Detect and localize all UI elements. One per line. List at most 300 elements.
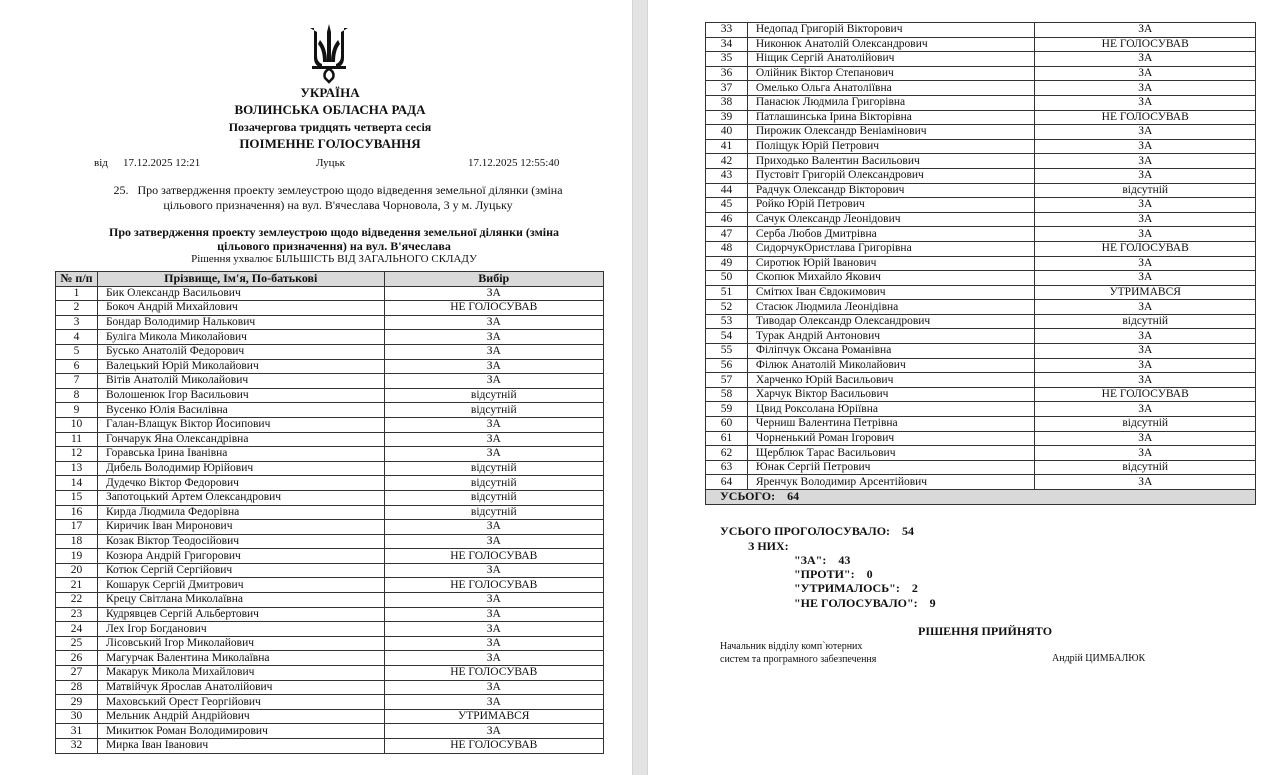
decision-result: РІШЕННЯ ПРИЙНЯТО — [918, 624, 1053, 638]
row-number: 54 — [706, 329, 748, 344]
row-number: 56 — [706, 358, 748, 373]
row-number: 42 — [706, 154, 748, 169]
za-label: "ЗА": — [794, 553, 827, 567]
summary-abstained — [794, 581, 918, 596]
summary-za — [794, 553, 850, 568]
table-row — [56, 330, 604, 345]
table-row — [706, 314, 1256, 329]
table-row — [706, 417, 1256, 432]
table-row — [706, 198, 1256, 213]
table-row — [706, 37, 1256, 52]
table-row — [706, 81, 1256, 96]
row-number: 61 — [706, 431, 748, 446]
row-number: 4 — [56, 330, 98, 345]
row-number: 20 — [56, 563, 98, 578]
vote-choice: ЗА — [384, 315, 603, 330]
row-number: 39 — [706, 110, 748, 125]
member-name: Кудрявцев Сергій Альбертович — [97, 607, 384, 622]
member-name: СидорчукОристлава Григорівна — [747, 241, 1035, 256]
table-row — [706, 358, 1256, 373]
member-name: Маховський Орест Георгійович — [97, 695, 384, 710]
table-row — [56, 622, 604, 637]
votes-table-part-2 — [705, 22, 1256, 505]
table-row — [706, 300, 1256, 315]
row-number: 34 — [706, 37, 748, 52]
vote-choice: ЗА — [384, 695, 603, 710]
council-heading: ВОЛИНСЬКА ОБЛАСНА РАДА — [234, 102, 426, 117]
member-name: Дибель Володимир Юрійович — [97, 461, 384, 476]
not-voted-value: 9 — [929, 596, 936, 610]
table-row — [706, 344, 1256, 359]
table-row — [706, 23, 1256, 38]
row-number: 60 — [706, 417, 748, 432]
row-number: 5 — [56, 344, 98, 359]
table-row — [56, 680, 604, 695]
table-row — [56, 461, 604, 476]
vote-choice: ЗА — [384, 622, 603, 637]
vote-choice: ЗА — [1035, 300, 1256, 315]
table-row — [706, 139, 1256, 154]
header-vote: Вибір — [384, 272, 603, 287]
row-number: 57 — [706, 373, 748, 388]
vote-choice: ЗА — [384, 447, 603, 462]
vote-choice: ЗА — [1035, 329, 1256, 344]
document-page-2 — [648, 0, 1280, 775]
row-number: 22 — [56, 593, 98, 608]
session-heading: Позачергова тридцять четверта сесія — [228, 120, 432, 134]
table-row — [56, 739, 604, 754]
vote-choice: НЕ ГОЛОСУВАВ — [384, 549, 603, 564]
member-name: Никонюк Анатолій Олександрович — [747, 37, 1035, 52]
member-name: Лісовський Ігор Миколайович — [97, 636, 384, 651]
member-name: Харченко Юрій Васильович — [747, 373, 1035, 388]
row-number: 26 — [56, 651, 98, 666]
member-name: Філіпчук Оксана Романівна — [747, 344, 1035, 359]
vote-choice: ЗА — [384, 680, 603, 695]
vote-choice: ЗА — [384, 520, 603, 535]
vote-choice: відсутній — [384, 388, 603, 403]
member-name: Горавська Ірина Іванівна — [97, 447, 384, 462]
city: Луцьк — [316, 157, 345, 169]
vote-choice: ЗА — [384, 563, 603, 578]
member-name: Приходько Валентин Васильович — [747, 154, 1035, 169]
total-cell — [706, 490, 1256, 505]
member-name: Мельник Андрій Андрійович — [97, 709, 384, 724]
vote-choice: ЗА — [1035, 198, 1256, 213]
agenda-item — [94, 183, 582, 213]
table-row — [706, 212, 1256, 227]
row-number: 17 — [56, 520, 98, 535]
vote-choice: ЗА — [1035, 52, 1256, 67]
row-number: 41 — [706, 139, 748, 154]
member-name: Котюк Сергій Сергійович — [97, 563, 384, 578]
table-row — [56, 607, 604, 622]
signatory-position — [720, 640, 876, 666]
row-number: 33 — [706, 23, 748, 38]
table-row — [56, 724, 604, 739]
member-name: Козюра Андрій Григорович — [97, 549, 384, 564]
vote-choice: ЗА — [384, 359, 603, 374]
table-row — [706, 387, 1256, 402]
member-name: Вітів Анатолій Миколайович — [97, 374, 384, 389]
document-page-1 — [0, 0, 632, 775]
table-row — [56, 447, 604, 462]
vote-choice: відсутній — [1035, 417, 1256, 432]
table-row — [56, 520, 604, 535]
vote-choice: ЗА — [1035, 431, 1256, 446]
table-row — [706, 95, 1256, 110]
vote-choice: ЗА — [1035, 125, 1256, 140]
member-name: Макарук Микола Михайлович — [97, 666, 384, 681]
vote-choice: ЗА — [384, 432, 603, 447]
vote-choice: НЕ ГОЛОСУВАВ — [1035, 241, 1256, 256]
table-row — [56, 359, 604, 374]
vote-choice: ЗА — [384, 344, 603, 359]
row-number: 15 — [56, 490, 98, 505]
document-title: ПОІМЕННЕ ГОЛОСУВАННЯ — [239, 136, 421, 151]
vote-choice: відсутній — [384, 461, 603, 476]
row-number: 21 — [56, 578, 98, 593]
summary-proty — [794, 567, 873, 582]
row-number: 2 — [56, 301, 98, 316]
row-number: 58 — [706, 387, 748, 402]
row-number: 62 — [706, 446, 748, 461]
row-number: 24 — [56, 622, 98, 637]
member-name: Валецький Юрій Миколайович — [97, 359, 384, 374]
row-number: 45 — [706, 198, 748, 213]
header-name: Прізвище, Ім'я, По-батькові — [97, 272, 384, 287]
member-name: Галан-Влащук Віктор Йосипович — [97, 417, 384, 432]
row-number: 30 — [56, 709, 98, 724]
position-line-1: Начальник відділу комп`ютерних — [720, 641, 863, 652]
country-heading: УКРАЇНА — [300, 85, 360, 100]
start-datetime: 17.12.2025 12:21 — [123, 157, 201, 169]
table-row — [706, 271, 1256, 286]
vote-choice: відсутній — [1035, 460, 1256, 475]
member-name: Бик Олександр Васильович — [97, 286, 384, 301]
vote-choice: ЗА — [384, 374, 603, 389]
table-row — [56, 301, 604, 316]
table-row — [56, 651, 604, 666]
vote-choice: НЕ ГОЛОСУВАВ — [1035, 387, 1256, 402]
row-number: 49 — [706, 256, 748, 271]
member-name: Крецу Світлана Миколаївна — [97, 593, 384, 608]
member-name: Бокоч Андрій Михайлович — [97, 301, 384, 316]
proty-value: 0 — [866, 567, 873, 581]
member-name: Турак Андрій Антонович — [747, 329, 1035, 344]
member-name: Матвійчук Ярослав Анатолійович — [97, 680, 384, 695]
table-row — [706, 402, 1256, 417]
member-name: Бусько Анатолій Федорович — [97, 344, 384, 359]
row-number: 7 — [56, 374, 98, 389]
row-number: 12 — [56, 447, 98, 462]
vote-choice: НЕ ГОЛОСУВАВ — [1035, 37, 1256, 52]
abstained-value: 2 — [911, 581, 918, 595]
row-number: 27 — [56, 666, 98, 681]
member-name: Патлашинська Ірина Вікторівна — [747, 110, 1035, 125]
row-number: 11 — [56, 432, 98, 447]
row-number: 10 — [56, 417, 98, 432]
member-name: Киричик Іван Миронович — [97, 520, 384, 535]
vote-choice: ЗА — [1035, 23, 1256, 38]
member-name: Цвид Роксолана Юріївна — [747, 402, 1035, 417]
total-value: 64 — [787, 489, 800, 504]
trident-emblem-icon — [306, 22, 352, 84]
table-row — [56, 403, 604, 418]
votes-table-part-1 — [55, 271, 604, 754]
member-name: Пирожик Олександр Веніамінович — [747, 125, 1035, 140]
proty-label: "ПРОТИ": — [794, 567, 855, 581]
vote-choice: відсутній — [384, 476, 603, 491]
vote-choice: відсутній — [384, 505, 603, 520]
row-number: 44 — [706, 183, 748, 198]
vote-choice: НЕ ГОЛОСУВАВ — [384, 301, 603, 316]
table-row — [56, 315, 604, 330]
table-row — [706, 285, 1256, 300]
page-gutter — [632, 0, 648, 775]
row-number: 55 — [706, 344, 748, 359]
member-name: Магурчак Валентина Миколаївна — [97, 651, 384, 666]
row-number: 37 — [706, 81, 748, 96]
vote-choice: ЗА — [1035, 256, 1256, 271]
table-row — [56, 432, 604, 447]
end-datetime: 17.12.2025 12:55:40 — [468, 157, 560, 169]
table-row — [706, 66, 1256, 81]
table-row — [56, 505, 604, 520]
member-name: Яренчук Володимир Арсентійович — [747, 475, 1035, 490]
table-row — [706, 460, 1256, 475]
total-label: УСЬОГО: — [720, 489, 776, 504]
member-name: Сиротюк Юрій Іванович — [747, 256, 1035, 271]
table-row — [56, 549, 604, 564]
row-number: 38 — [706, 95, 748, 110]
vote-choice: ЗА — [384, 636, 603, 651]
table-row — [56, 476, 604, 491]
table-row — [56, 578, 604, 593]
row-number: 13 — [56, 461, 98, 476]
decision-rule: Рішення ухвалює БІЛЬШІСТЬ ВІД ЗАГАЛЬНОГО СКЛАДУ — [191, 253, 477, 265]
table-row — [56, 374, 604, 389]
member-name: Буліга Микола Миколайович — [97, 330, 384, 345]
member-name: Кирда Людмила Федорівна — [97, 505, 384, 520]
table-row — [56, 636, 604, 651]
member-name: Козак Віктор Теодосійович — [97, 534, 384, 549]
row-number: 16 — [56, 505, 98, 520]
abstained-label: "УТРИМАЛОСЬ": — [794, 581, 900, 595]
member-name: Недопад Григорій Вікторович — [747, 23, 1035, 38]
vote-choice: ЗА — [384, 651, 603, 666]
vote-choice: ЗА — [384, 593, 603, 608]
member-name: Скопюк Михайло Якович — [747, 271, 1035, 286]
table-header-row — [56, 272, 604, 287]
vote-choice: ЗА — [1035, 212, 1256, 227]
vote-choice: ЗА — [1035, 95, 1256, 110]
row-number: 48 — [706, 241, 748, 256]
row-number: 8 — [56, 388, 98, 403]
table-row — [706, 241, 1256, 256]
table-row — [56, 388, 604, 403]
table-row — [56, 344, 604, 359]
row-number: 36 — [706, 66, 748, 81]
member-name: Пустовіт Григорій Олександрович — [747, 168, 1035, 183]
vote-choice: ЗА — [1035, 81, 1256, 96]
row-number: 64 — [706, 475, 748, 490]
table-row — [56, 563, 604, 578]
vote-choice: ЗА — [1035, 373, 1256, 388]
row-number: 25 — [56, 636, 98, 651]
table-row — [706, 183, 1256, 198]
vote-choice: НЕ ГОЛОСУВАВ — [384, 739, 603, 754]
vote-choice: ЗА — [1035, 227, 1256, 242]
vote-choice: ЗА — [384, 330, 603, 345]
vote-choice: ЗА — [1035, 271, 1256, 286]
vote-choice: ЗА — [384, 607, 603, 622]
vote-choice: ЗА — [384, 286, 603, 301]
header-number: № п/п — [56, 272, 98, 287]
member-name: Щерблюк Тарас Васильович — [747, 446, 1035, 461]
agenda-number: 25. — [113, 183, 129, 197]
summary-of-them: З НИХ: — [748, 539, 789, 553]
table-row — [706, 256, 1256, 271]
table-row — [56, 709, 604, 724]
vote-choice: УТРИМАВСЯ — [1035, 285, 1256, 300]
row-number: 59 — [706, 402, 748, 417]
vote-choice: ЗА — [1035, 358, 1256, 373]
table-row — [706, 125, 1256, 140]
vote-choice: ЗА — [1035, 402, 1256, 417]
row-number: 53 — [706, 314, 748, 329]
table-row — [706, 168, 1256, 183]
table-row — [56, 695, 604, 710]
vote-choice: ЗА — [1035, 66, 1256, 81]
table-row — [56, 490, 604, 505]
row-number: 19 — [56, 549, 98, 564]
vote-choice: відсутній — [384, 490, 603, 505]
table-row — [56, 666, 604, 681]
table-row — [56, 286, 604, 301]
not-voted-label: "НЕ ГОЛОСУВАЛО": — [794, 596, 918, 610]
member-name: Чорненький Роман Ігорович — [747, 431, 1035, 446]
voted-value: 54 — [902, 524, 915, 538]
member-name: Олійник Віктор Степанович — [747, 66, 1035, 81]
vote-choice: УТРИМАВСЯ — [384, 709, 603, 724]
row-number: 47 — [706, 227, 748, 242]
agenda-text: Про затвердження проекту землеустрою щодо відведення земельної ділянки (зміна цільового призначення) на вул. В'ячеслава Чорновола, 3 у м. Луцьку — [137, 183, 563, 212]
vote-choice: ЗА — [1035, 344, 1256, 359]
member-name: Серба Любов Дмитрівна — [747, 227, 1035, 242]
decision-title: Про затвердження проекту землеустрою щодо відведення земельної ділянки (зміна цільового призначення) на вул. В'ячеслава — [108, 225, 559, 253]
vote-choice: ЗА — [1035, 139, 1256, 154]
vote-choice: ЗА — [1035, 168, 1256, 183]
member-name: Вусенко Юлія Василівна — [97, 403, 384, 418]
member-name: Ройко Юрій Петрович — [747, 198, 1035, 213]
position-line-2: систем та програмного забезпечення — [720, 654, 877, 665]
vote-choice: НЕ ГОЛОСУВАВ — [384, 578, 603, 593]
vote-choice: ЗА — [384, 724, 603, 739]
table-row — [706, 227, 1256, 242]
member-name: Поліщук Юрій Петрович — [747, 139, 1035, 154]
member-name: Волошенюк Ігор Васильович — [97, 388, 384, 403]
vote-choice: ЗА — [384, 534, 603, 549]
table-row — [706, 373, 1256, 388]
table-row — [706, 154, 1256, 169]
member-name: Філюк Анатолій Миколайович — [747, 358, 1035, 373]
vote-choice: НЕ ГОЛОСУВАВ — [384, 666, 603, 681]
row-number: 35 — [706, 52, 748, 67]
member-name: Юнак Сергій Петрович — [747, 460, 1035, 475]
za-value: 43 — [838, 553, 851, 567]
member-name: Ніщик Сергій Анатолійович — [747, 52, 1035, 67]
table-row — [706, 329, 1256, 344]
row-number: 52 — [706, 300, 748, 315]
member-name: Смітюх Іван Євдокимович — [747, 285, 1035, 300]
row-number: 50 — [706, 271, 748, 286]
row-number: 1 — [56, 286, 98, 301]
member-name: Лех Ігор Богданович — [97, 622, 384, 637]
member-name: Запотоцький Артем Олександрович — [97, 490, 384, 505]
table-row — [706, 110, 1256, 125]
table-row — [706, 475, 1256, 490]
member-name: Радчук Олександр Вікторович — [747, 183, 1035, 198]
row-number: 6 — [56, 359, 98, 374]
member-name: Гончарук Яна Олександрівна — [97, 432, 384, 447]
table-row — [706, 431, 1256, 446]
row-number: 31 — [56, 724, 98, 739]
table-row — [706, 446, 1256, 461]
member-name: Бондар Володимир Налькович — [97, 315, 384, 330]
member-name: Харчук Віктор Васильович — [747, 387, 1035, 402]
row-number: 14 — [56, 476, 98, 491]
vote-choice: ЗА — [384, 417, 603, 432]
table-row — [706, 52, 1256, 67]
row-number: 32 — [56, 739, 98, 754]
table-total-row — [706, 490, 1256, 505]
member-name: Сачук Олександр Леонідович — [747, 212, 1035, 227]
member-name: Панасюк Людмила Григорівна — [747, 95, 1035, 110]
member-name: Микитюк Роман Володимирович — [97, 724, 384, 739]
row-number: 28 — [56, 680, 98, 695]
vote-choice: відсутній — [1035, 183, 1256, 198]
table-row — [56, 593, 604, 608]
row-number: 46 — [706, 212, 748, 227]
row-number: 18 — [56, 534, 98, 549]
member-name: Омелько Ольга Анатоліївна — [747, 81, 1035, 96]
table-row — [56, 417, 604, 432]
vote-choice: НЕ ГОЛОСУВАВ — [1035, 110, 1256, 125]
member-name: Стасюк Людмила Леонідівна — [747, 300, 1035, 315]
table-row — [56, 534, 604, 549]
row-number: 3 — [56, 315, 98, 330]
vote-choice: ЗА — [1035, 446, 1256, 461]
row-number: 63 — [706, 460, 748, 475]
vote-choice: відсутній — [384, 403, 603, 418]
vote-choice: відсутній — [1035, 314, 1256, 329]
row-number: 29 — [56, 695, 98, 710]
voted-label: УСЬОГО ПРОГОЛОСУВАЛО: — [720, 524, 891, 538]
member-name: Тиводар Олександр Олександрович — [747, 314, 1035, 329]
member-name: Кошарук Сергій Дмитрович — [97, 578, 384, 593]
from-label: від — [94, 157, 108, 169]
row-number: 23 — [56, 607, 98, 622]
row-number: 43 — [706, 168, 748, 183]
member-name: Мирка Іван Іванович — [97, 739, 384, 754]
row-number: 51 — [706, 285, 748, 300]
summary-voted — [720, 524, 914, 539]
signatory-name: Андрій ЦИМБАЛЮК — [1052, 653, 1146, 664]
member-name: Черниш Валентина Петрівна — [747, 417, 1035, 432]
vote-choice: ЗА — [1035, 154, 1256, 169]
row-number: 9 — [56, 403, 98, 418]
